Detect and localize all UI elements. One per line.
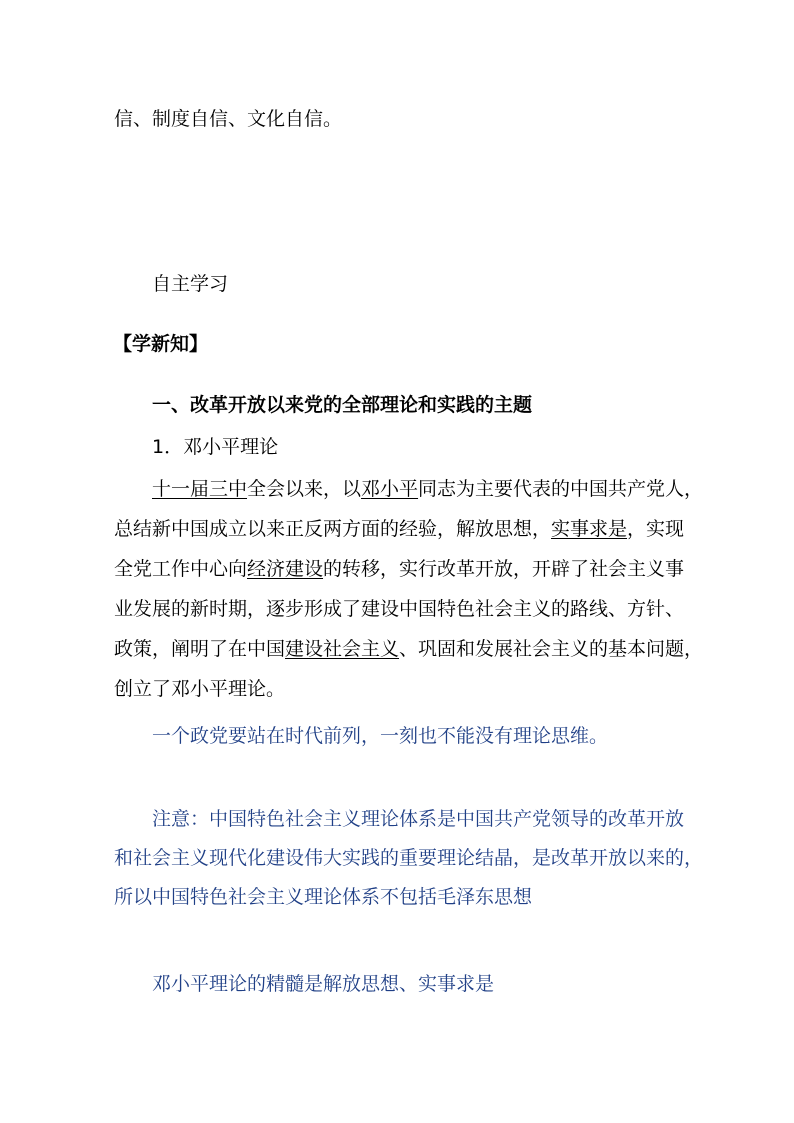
underlined-term: 邓小平 <box>361 478 419 500</box>
text-run: 的转移，实行改革开放，开辟了社会主义事 <box>323 558 685 580</box>
top-line: 信、制度自信、文化自信。 <box>114 108 343 130</box>
underlined-term: 建设社会主义 <box>285 638 400 660</box>
text-run: 总结新中国成立以来正反两方面的经验，解放思想， <box>114 518 552 540</box>
paragraph-line <box>114 556 684 582</box>
text-run: 全会以来，以 <box>247 478 362 500</box>
text-run: ，实现 <box>627 518 685 540</box>
text-run: 同志为主要代表的中国共产党人， <box>418 478 704 500</box>
text-run: 全党工作中心向 <box>114 558 248 580</box>
note-theory-thinking: 一个政党要站在时代前列，一刻也不能没有理论思维。 <box>152 725 609 747</box>
note-line: 和社会主义现代化建设伟大实践的重要理论结晶，是改革开放以来的， <box>114 847 704 869</box>
paragraph-line <box>114 636 703 662</box>
paragraph-line: 创立了邓小平理论。 <box>114 678 286 700</box>
paragraph-line <box>152 476 703 502</box>
underlined-term: 实事求是 <box>551 518 628 540</box>
note-deng-essence: 邓小平理论的精髓是解放思想、实事求是 <box>152 973 495 995</box>
note-line: 所以中国特色社会主义理论体系不包括毛泽东思想 <box>114 886 533 908</box>
heading-reform-theme: 一、改革开放以来党的全部理论和实践的主题 <box>152 394 533 416</box>
underlined-term: 十一届三中 <box>152 478 248 500</box>
paragraph-line <box>114 516 684 542</box>
text-run: 、巩固和发展社会主义的基本问题， <box>399 638 704 660</box>
section-label: 自主学习 <box>152 273 229 295</box>
paragraph-line: 业发展的新时期，逐步形成了建设中国特色社会主义的路线、方针、 <box>114 598 685 620</box>
text-run: 政策，阐明了在中国 <box>114 638 286 660</box>
subheading-deng-theory: 1．邓小平理论 <box>152 436 279 458</box>
bracket-heading: 【学新知】 <box>113 333 209 355</box>
underlined-term: 经济建设 <box>247 558 324 580</box>
note-line: 注意：中国特色社会主义理论体系是中国共产党领导的改革开放 <box>152 808 685 830</box>
